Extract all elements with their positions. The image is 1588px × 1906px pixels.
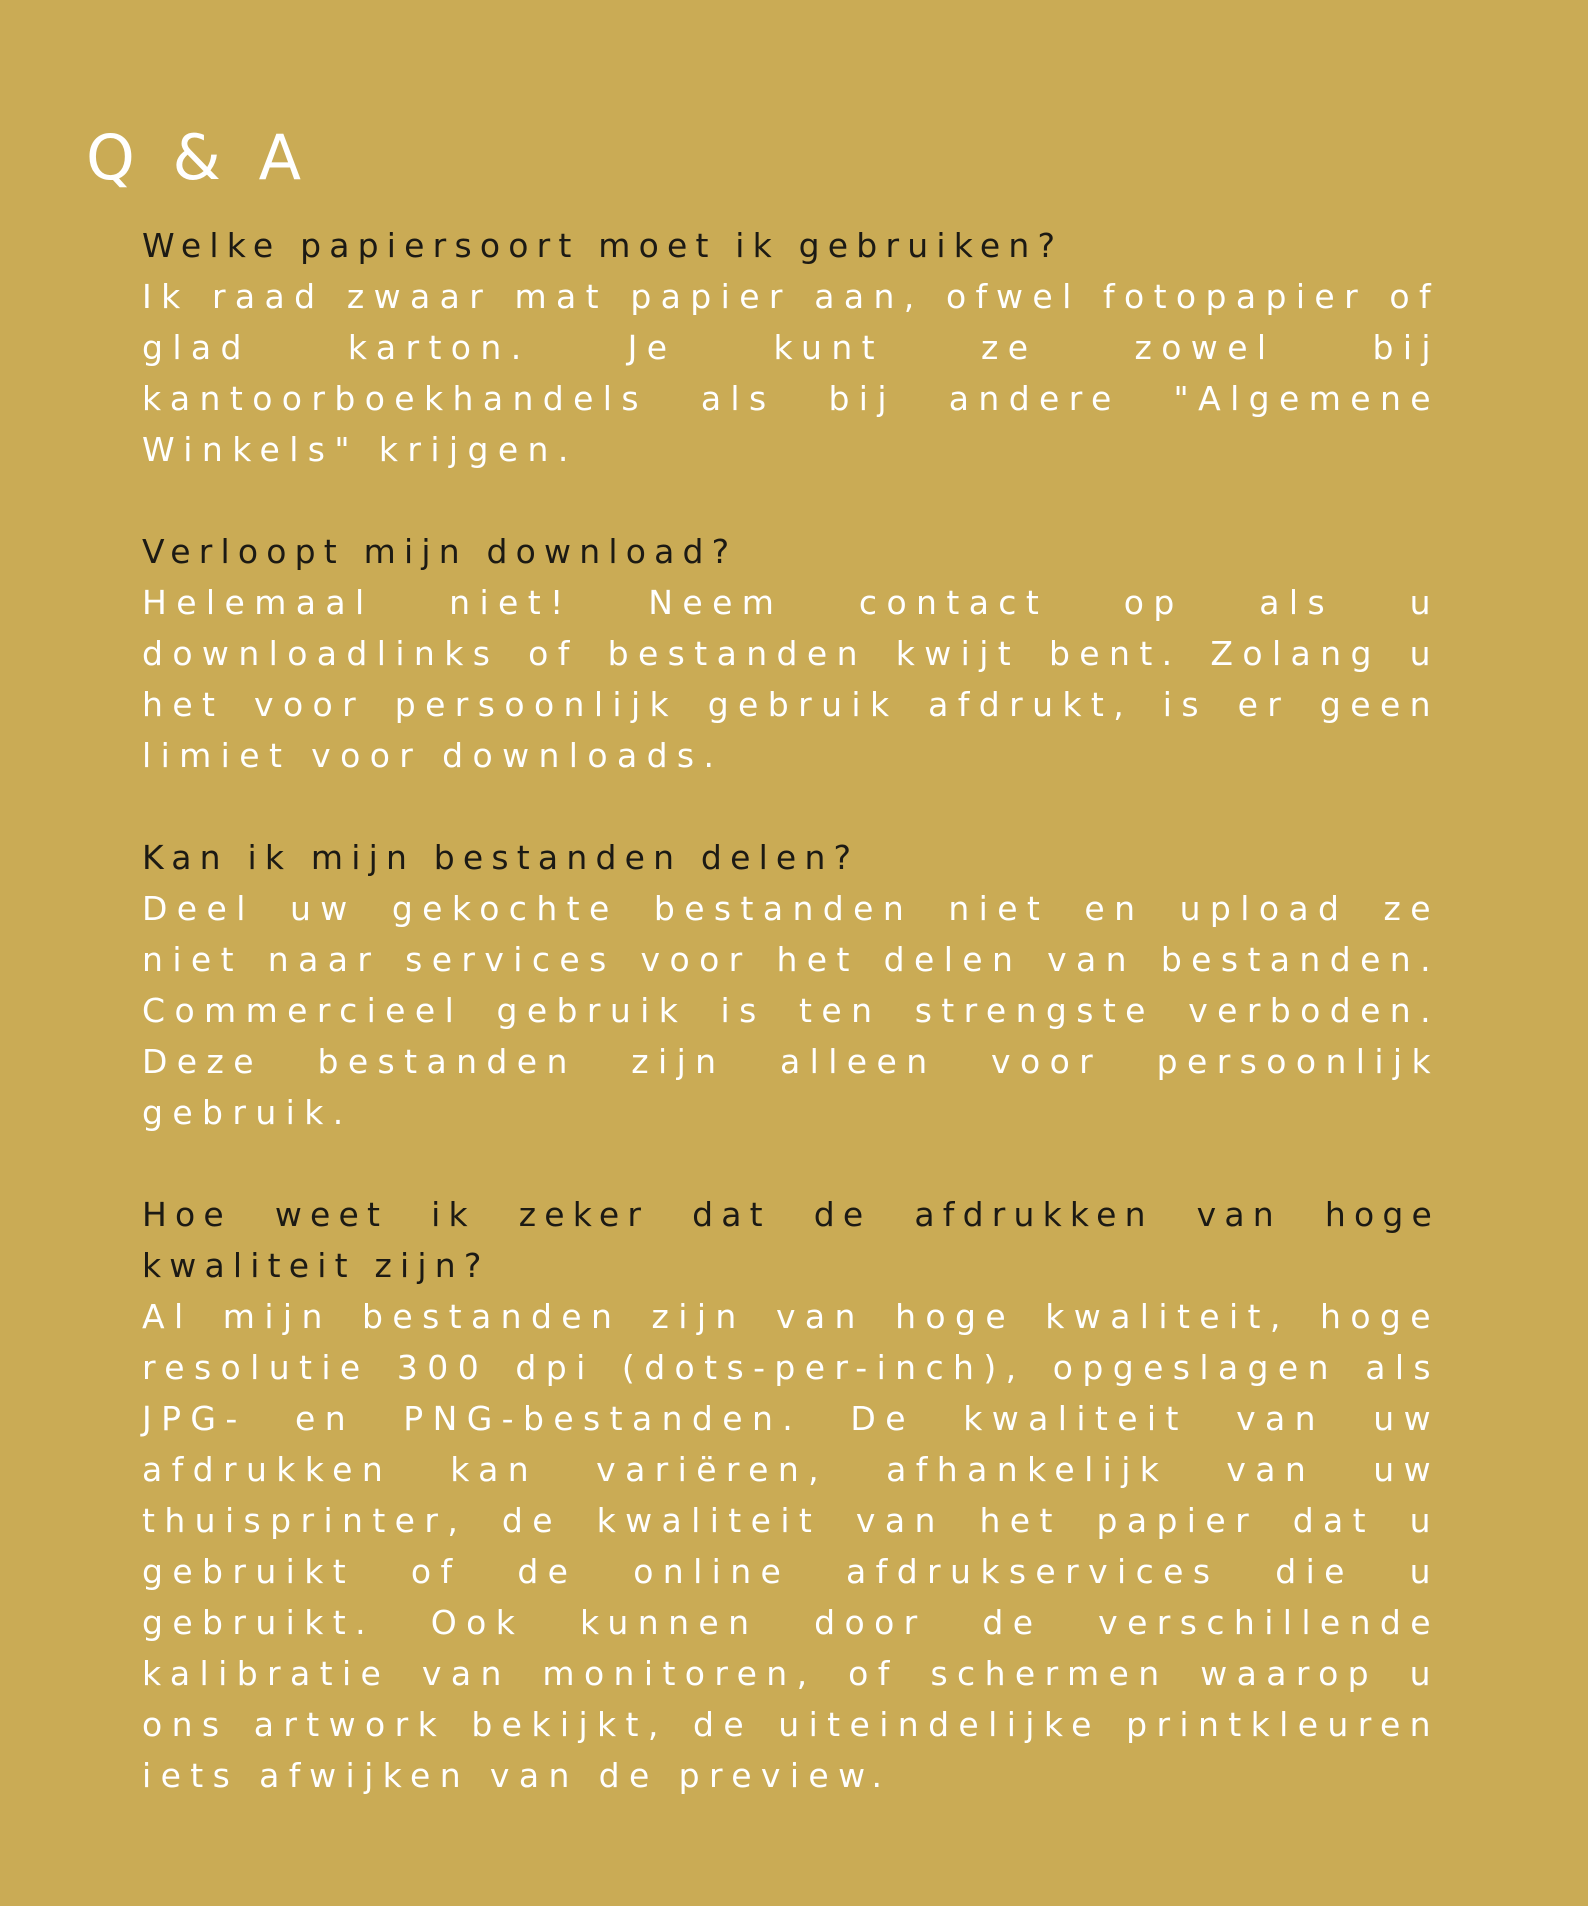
faq-answer: Al mijn bestanden zijn van hoge kwaliteit, hoge resolutie 300 dpi (dots-per-inch), opgeslagen als JPG- en PNG-bestanden. De kwaliteit van uw afdrukken kan variëren, afhankelijk van uw thuisprinter, de kwaliteit van het papier dat u gebruikt of de online afdrukservices die u gebruikt. Ook kunnen door de verschillende kalibratie van monitoren, of schermen waarop u ons artwork bekijkt, de uiteindelijke printkleuren iets afwijken van de preview.	[142, 1297, 1440, 1795]
page-title: Q & A	[86, 121, 310, 194]
faq-item-download-expiry	[142, 526, 1440, 781]
faq-answer: Deel uw gekochte bestanden niet en upload ze niet naar services voor het delen van bestanden. Commercieel gebruik is ten strengste verboden. Deze bestanden zijn alleen voor persoonlijk gebruik.	[142, 889, 1440, 1132]
faq-item-sharing	[142, 832, 1440, 1138]
faq-question: Verloopt mijn download?	[142, 532, 738, 571]
faq-answer: Helemaal niet! Neem contact op als u downloadlinks of bestanden kwijt bent. Zolang u het voor persoonlijk gebruik afdrukt, is er geen limiet voor downloads.	[142, 583, 1440, 775]
faq-item-print-quality	[142, 1189, 1440, 1801]
faq-item-paper-type	[142, 220, 1440, 475]
faq-question: Hoe weet ik zeker dat de afdrukken van hoge kwaliteit zijn?	[142, 1195, 1440, 1285]
faq-list	[142, 220, 1440, 1852]
faq-answer: Ik raad zwaar mat papier aan, ofwel fotopapier of glad karton. Je kunt ze zowel bij kantoorboekhandels als bij andere "Algemene Winkels" krijgen.	[142, 277, 1440, 469]
faq-question: Kan ik mijn bestanden delen?	[142, 838, 860, 877]
faq-question: Welke papiersoort moet ik gebruiken?	[142, 226, 1064, 265]
